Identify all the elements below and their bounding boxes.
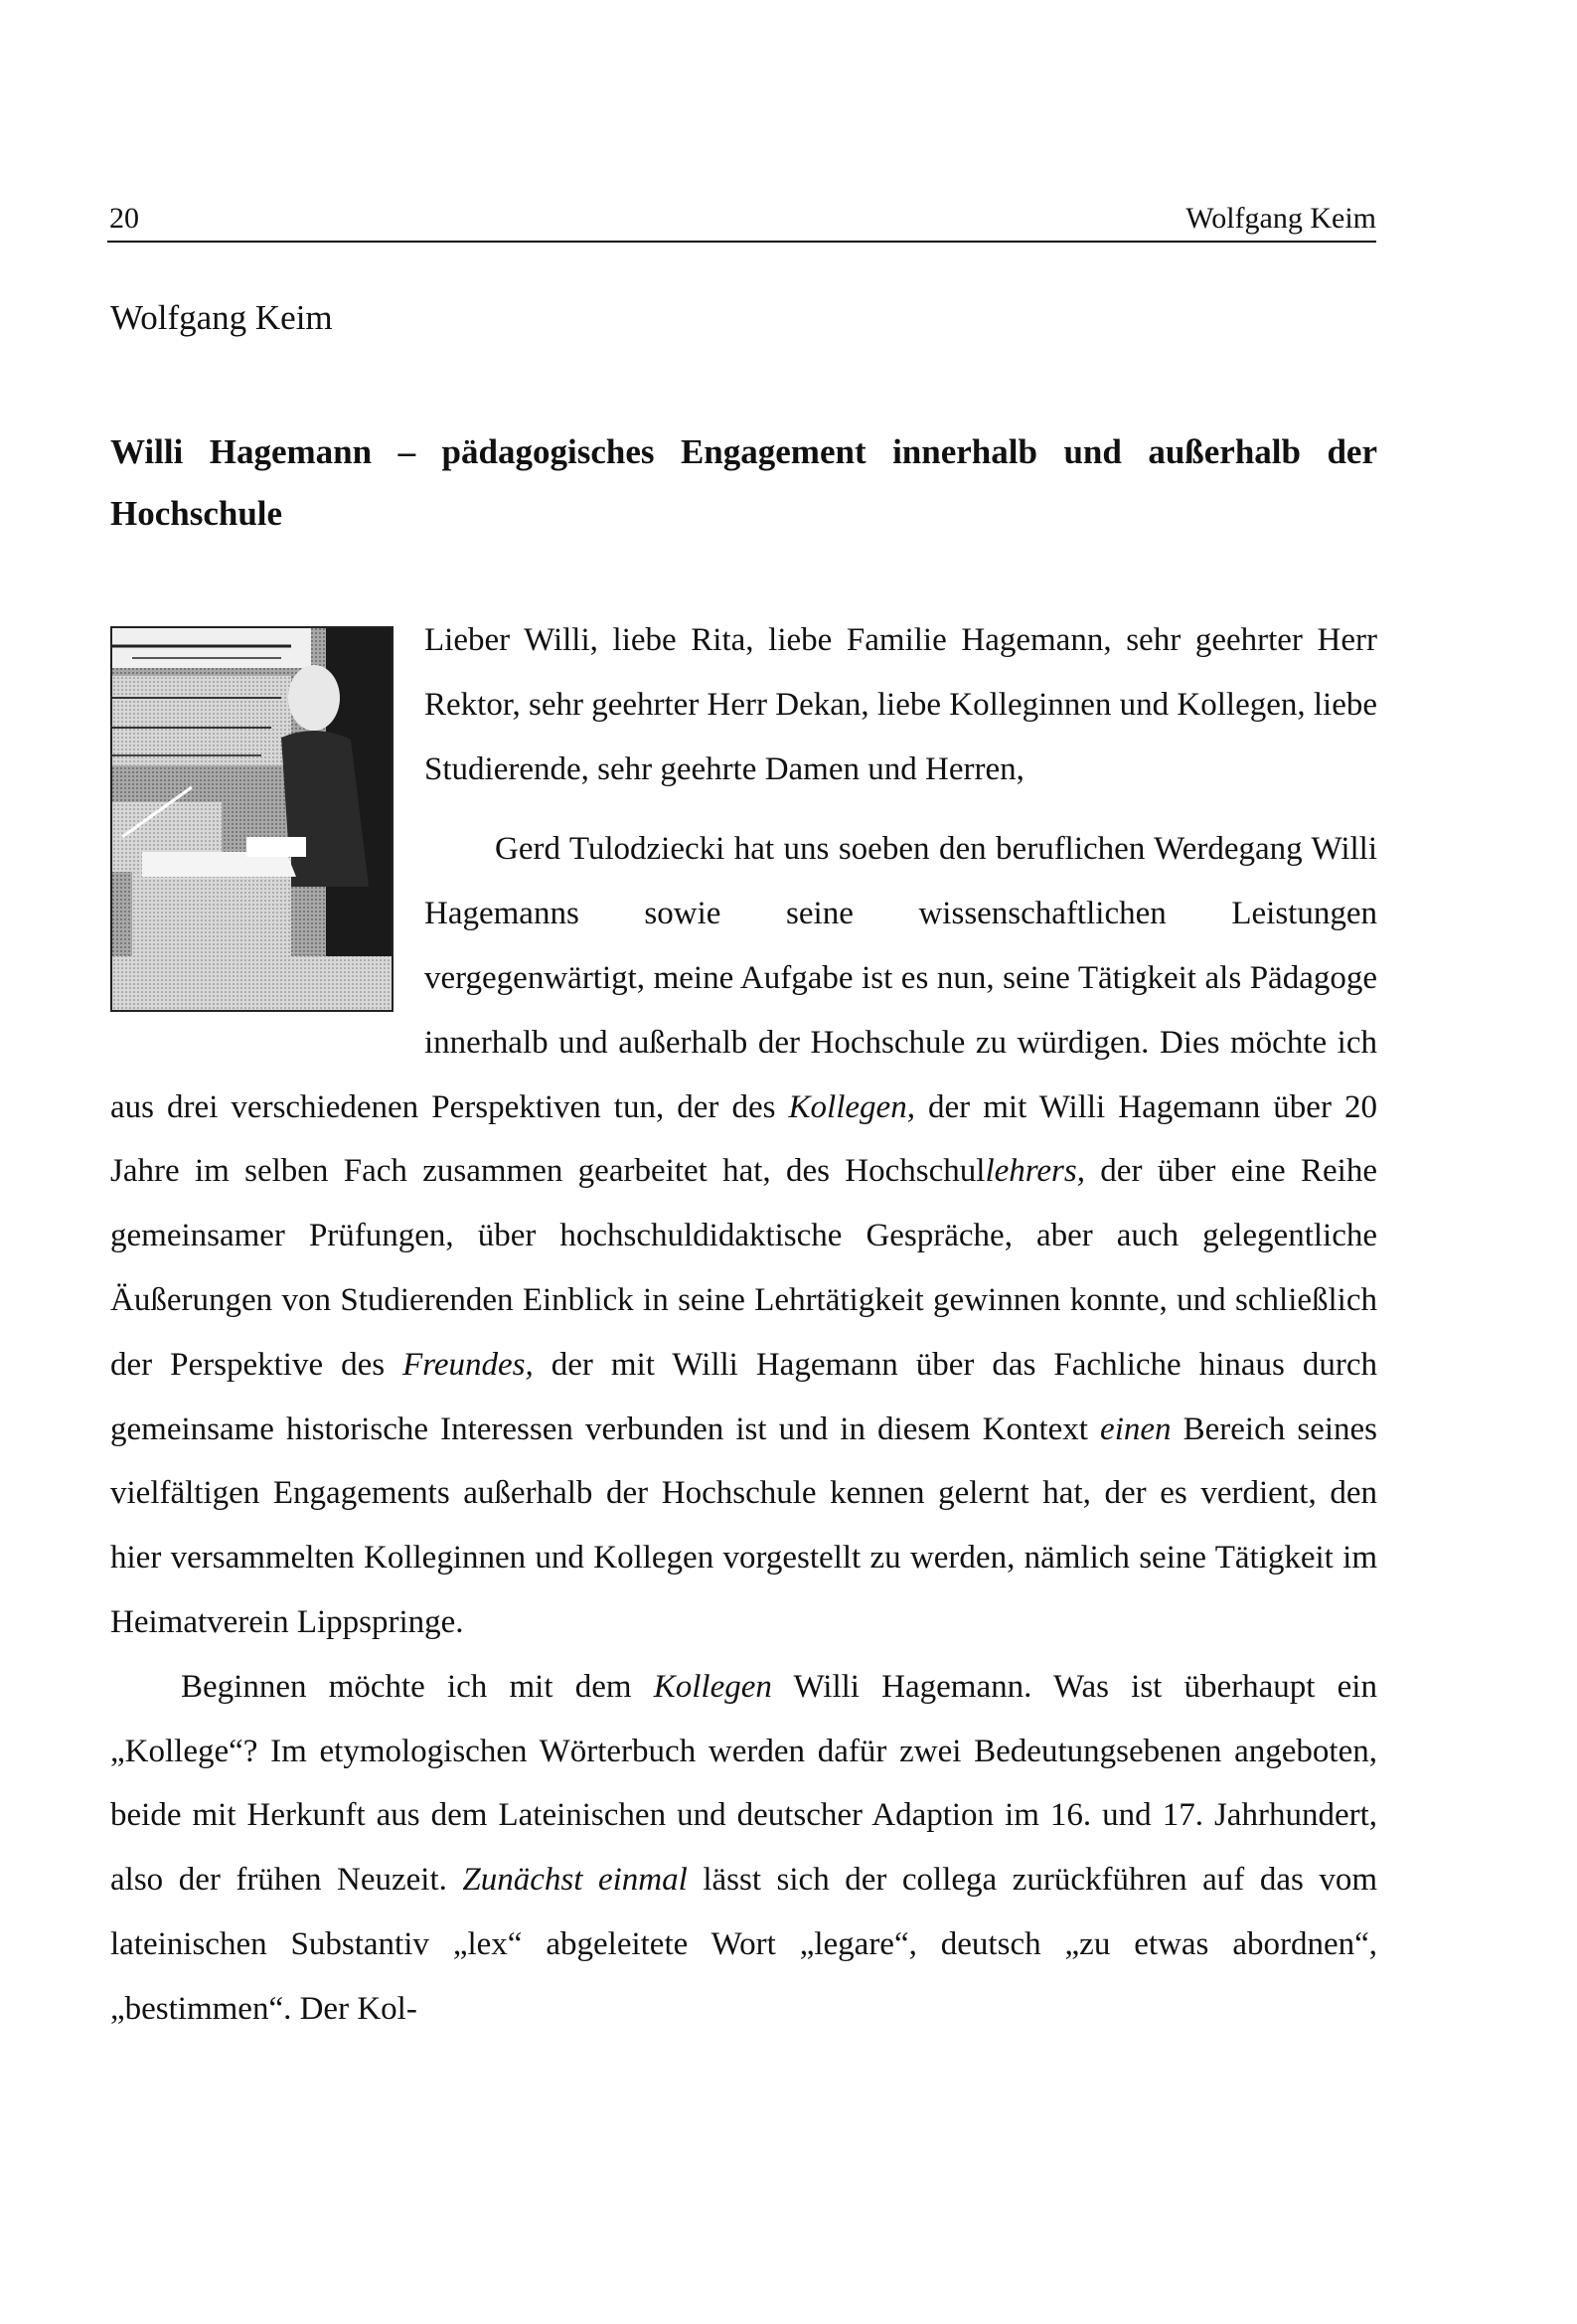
- paragraph-1: Gerd Tulodziecki hat uns soeben den beruflichen Werdegang Willi Hagemanns sowie seine wissenschaftlichen Leistungen vergegenwärtigt, meine Aufgabe ist es nun, seine Tätigkeit als Pädagoge innerhalb und außerhalb der Hochschule zu würdigen. Dies möchte ich aus drei verschiedenen Perspektiven tun, der des Kollegen, der mit Willi Hagemann über 20 Jahre im selben Fach zusammen gearbeitet hat, des Hochschullehrers, der über eine Reihe gemeinsamer Prüfungen, über hochschuldidaktische Gespräche, aber auch gelegentliche Äußerungen von Studierenden Einblick in seine Lehrtätigkeit gewinnen konnte, und schließlich der Perspektive des Freundes, der mit Willi Hagemann über das Fachliche hinaus durch gemeinsame historische Interessen verbunden ist und in diesem Kontext einen Bereich seines vielfältigen Engagements außerhalb der Hochschule kennen gelernt hat, der es verdient, den hier versammelten Kolleginnen und Kollegen vorgestellt zu werden, nämlich seine Tätigkeit im Heimatverein Lippspringe.: [110, 831, 1378, 1640]
- running-header: [107, 199, 1376, 243]
- paragraph-2: Beginnen möchte ich mit dem Kollegen Willi Hagemann. Was ist überhaupt ein „Kollege“? Im etymologischen Wörterbuch werden dafür zwei Bedeutungsebenen angeboten, beide mit Herkunft aus dem Lateinischen und deutscher Adaption im 16. und 17. Jahrhundert, also der frühen Neuzeit. Zunächst einmal lässt sich der collega zurückführen auf das vom lateinischen Substantiv „lex“ abgeleitete Wort „legare“, deutsch „zu etwas abordnen“, „bestimmen“. Der Kol-: [110, 1668, 1378, 2027]
- speaker-photo-image: [112, 628, 392, 1010]
- speaker-photo: [110, 626, 394, 1012]
- salutation-paragraph: Lieber Willi, liebe Rita, liebe Familie Hagemann, sehr geehrter Herr Rektor, sehr geehrter Herr Dekan, liebe Kolleginnen und Kollegen, liebe Studierende, sehr geehrte Damen und Herren,: [424, 622, 1377, 787]
- article-author: Wolfgang Keim: [110, 298, 333, 337]
- article-title: Willi Hagemann – pädagogisches Engagement innerhalb und außerhalb der Hochschule: [110, 432, 1377, 533]
- running-header-author: Wolfgang Keim: [1185, 202, 1376, 235]
- page-number: 20: [109, 202, 139, 235]
- article-body: [110, 608, 1377, 2042]
